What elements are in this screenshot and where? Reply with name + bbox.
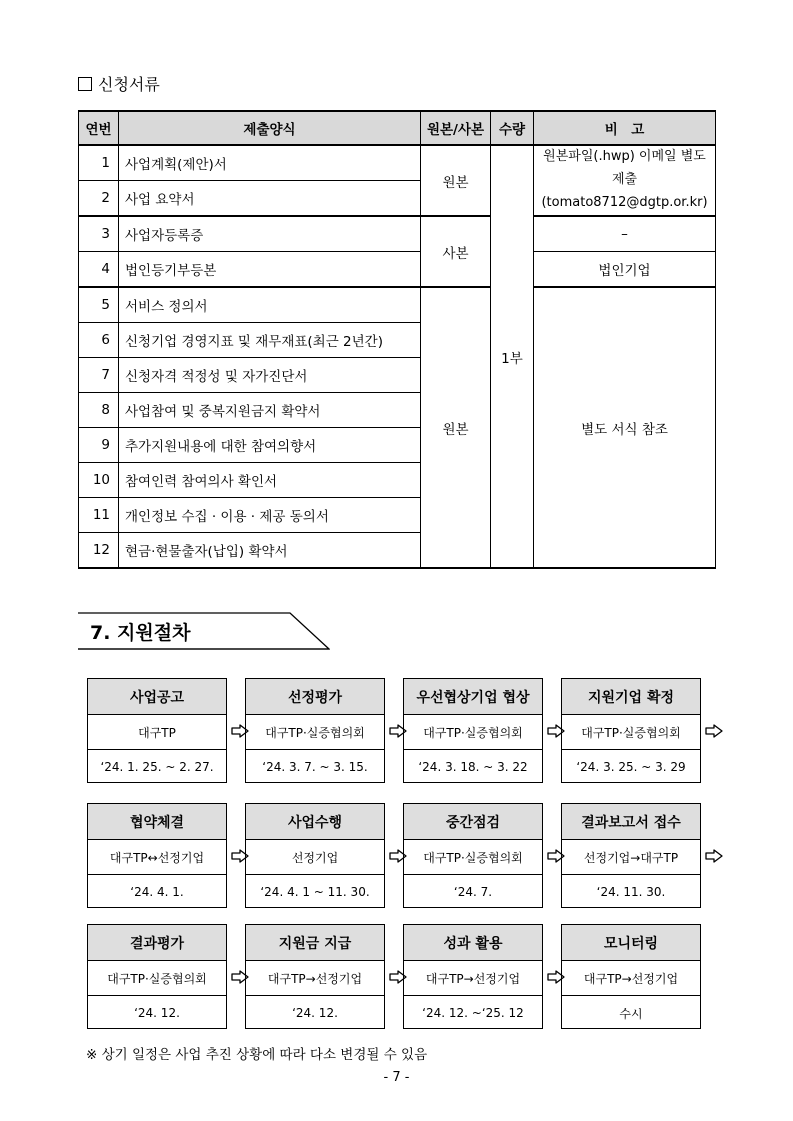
note-cell: 별도 서식 참조 [534, 287, 716, 568]
stage-responsible: 대구TP·실증협의회 [88, 961, 226, 996]
checkbox-square-icon [78, 77, 92, 91]
required-documents-table [78, 110, 716, 569]
header-no: 연번 [79, 111, 119, 145]
stage-schedule: ‘24. 3. 7. ~ 3. 15. [262, 760, 368, 774]
row-number: 1 [79, 145, 119, 181]
row-number: 11 [79, 498, 119, 533]
row-form-name: 서비스 정의서 [119, 287, 421, 323]
stage-responsible: 대구TP→선정기업 [562, 961, 700, 996]
stage-responsible: 대구TP→선정기업 [246, 961, 384, 996]
header-note: 비 고 [534, 111, 716, 145]
stage-schedule: ‘24. 3. 25. ~ 3. 29 [576, 760, 686, 774]
header-type: 원본/사본 [421, 111, 491, 145]
row-number: 2 [79, 181, 119, 217]
stage-title: 선정평가 [246, 679, 384, 715]
note-cell [534, 145, 716, 216]
row-number: 7 [79, 358, 119, 393]
stage-title: 우선협상기업 협상 [404, 679, 542, 715]
stage-responsible: 대구TP·실증협의회 [246, 715, 384, 750]
table-header-row [79, 111, 716, 145]
stage-responsible: 대구TP·실증협의회 [562, 715, 700, 750]
stage-schedule: ‘24. 1. 25. ~ 2. 27. [100, 760, 214, 774]
stage-schedule: ‘24. 12. [292, 1006, 338, 1020]
header-qty: 수량 [491, 111, 534, 145]
procedure-stage [87, 924, 227, 1029]
stage-responsible: 대구TP [88, 715, 226, 750]
stage-title: 사업공고 [88, 679, 226, 715]
note-line-1: 원본파일(.hwp) 이메일 별도 [543, 149, 706, 165]
row-form-name: 신청기업 경영지표 및 재무재표(최근 2년간) [119, 323, 421, 358]
procedure-stage [87, 803, 227, 908]
stage-responsible: 대구TP·실증협의회 [404, 715, 542, 750]
type-cell: 원본 [421, 287, 491, 568]
stage-schedule: ‘24. 11. 30. [596, 885, 666, 899]
stage-title: 지원금 지급 [246, 925, 384, 961]
row-form-name: 현금·현물출자(납입) 확약서 [119, 533, 421, 569]
row-number: 12 [79, 533, 119, 569]
row-form-name: 사업자등록증 [119, 216, 421, 252]
stage-schedule: ‘24. 3. 18. ~ 3. 22 [418, 760, 528, 774]
stage-schedule: ‘24. 12. ~‘25. 12 [422, 1006, 524, 1020]
row-form-name: 사업참여 및 중복지원금지 확약서 [119, 393, 421, 428]
stage-title: 협약체결 [88, 804, 226, 840]
procedure-stage [561, 924, 701, 1029]
stage-schedule: ‘24. 7. [453, 885, 493, 899]
row-number: 10 [79, 463, 119, 498]
procedure-stage [245, 678, 385, 783]
note-line-2: 제출(tomato8712@dgtp.or.kr) [541, 172, 708, 210]
stage-responsible: 선정기업→대구TP [562, 840, 700, 875]
row-number: 3 [79, 216, 119, 252]
stage-title: 지원기업 확정 [562, 679, 700, 715]
stage-schedule: ‘24. 12. [134, 1006, 180, 1020]
row-form-name: 개인정보 수집 · 이용 · 제공 동의서 [119, 498, 421, 533]
section-heading-procedure [78, 612, 330, 650]
procedure-stage [403, 678, 543, 783]
procedure-stage [561, 803, 701, 908]
note-cell: – [534, 216, 716, 252]
procedure-stage [403, 924, 543, 1029]
stage-title: 성과 활용 [404, 925, 542, 961]
row-form-name: 참여인력 참여의사 확인서 [119, 463, 421, 498]
row-form-name: 사업계획(제안)서 [119, 145, 421, 181]
procedure-stage [87, 678, 227, 783]
row-form-name: 신청자격 적정성 및 자가진단서 [119, 358, 421, 393]
type-cell: 사본 [421, 216, 491, 287]
footnote: ※ 상기 일정은 사업 추진 상황에 따라 다소 변경될 수 있음 [86, 1047, 428, 1063]
table-row [79, 287, 716, 323]
stage-title: 결과평가 [88, 925, 226, 961]
type-cell: 원본 [421, 145, 491, 216]
stage-responsible: 대구TP→선정기업 [404, 961, 542, 996]
stage-schedule: ‘24. 4. 1. [130, 885, 184, 899]
stage-responsible: 선정기업 [246, 840, 384, 875]
stage-responsible: 대구TP·실증협의회 [404, 840, 542, 875]
section-heading-text: 신청서류 [98, 75, 160, 94]
page-number: - 7 - [383, 1070, 410, 1085]
stage-schedule: ‘24. 4. 1 ~ 11. 30. [260, 885, 370, 899]
row-form-name: 법인등기부등본 [119, 252, 421, 288]
row-form-name: 추가지원내용에 대한 참여의향서 [119, 428, 421, 463]
row-number: 4 [79, 252, 119, 288]
header-form: 제출양식 [119, 111, 421, 145]
procedure-stage [245, 924, 385, 1029]
note-cell: 법인기업 [534, 252, 716, 288]
row-form-name: 사업 요약서 [119, 181, 421, 217]
table-row [79, 145, 716, 181]
row-number: 6 [79, 323, 119, 358]
stage-title: 사업수행 [246, 804, 384, 840]
stage-title: 모니터링 [562, 925, 700, 961]
stage-title: 중간점검 [404, 804, 542, 840]
table-row [79, 252, 716, 288]
procedure-stage [561, 678, 701, 783]
row-number: 9 [79, 428, 119, 463]
procedure-stage [403, 803, 543, 908]
right-arrow-icon [705, 848, 723, 862]
stage-schedule: 수시 [619, 1006, 643, 1021]
procedure-stage [245, 803, 385, 908]
row-number: 5 [79, 287, 119, 323]
section-heading-text: 7. 지원절차 [90, 622, 191, 644]
section-heading-documents [78, 72, 160, 95]
stage-responsible: 대구TP↔선정기업 [88, 840, 226, 875]
right-arrow-icon [705, 723, 723, 737]
stage-title: 결과보고서 접수 [562, 804, 700, 840]
table-row [79, 216, 716, 252]
quantity-cell: 1부 [491, 145, 534, 568]
row-number: 8 [79, 393, 119, 428]
